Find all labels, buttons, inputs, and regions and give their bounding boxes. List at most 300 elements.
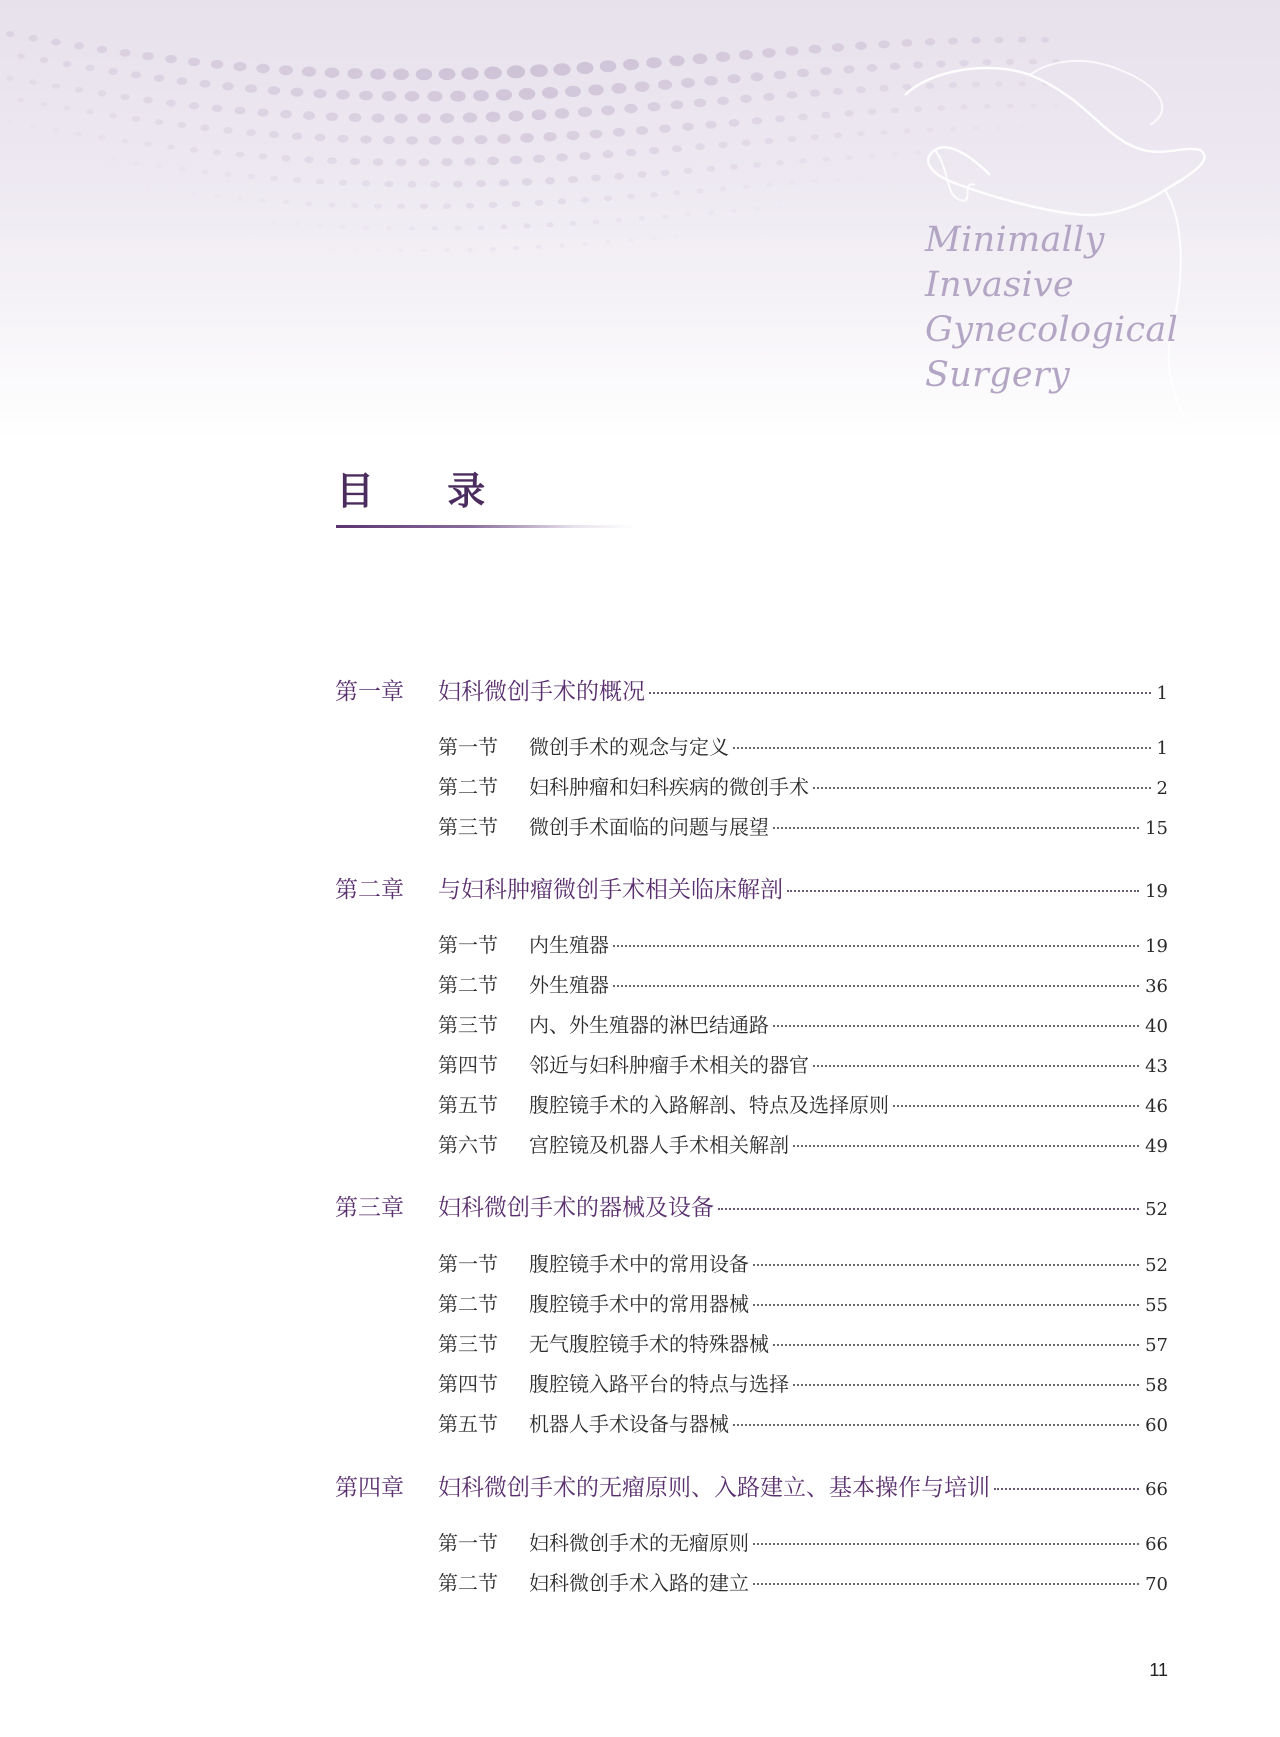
pattern-dot (834, 133, 842, 139)
series-title-line: Minimally (925, 220, 1105, 260)
pattern-dot (477, 225, 484, 230)
pattern-dot (651, 237, 656, 241)
pattern-dot (302, 66, 316, 76)
pattern-dot (86, 109, 93, 114)
pattern-dot (484, 67, 502, 80)
section-title: 内生殖器 (529, 933, 609, 957)
pattern-dot (820, 67, 831, 75)
pattern-dot (662, 214, 668, 219)
pattern-dot (212, 105, 222, 112)
pattern-dot (350, 158, 360, 165)
pattern-dot (121, 94, 130, 100)
pattern-dot (338, 135, 349, 143)
pattern-dot (553, 63, 570, 75)
pattern-dot (623, 59, 639, 70)
chapter-title: 妇科微创手术的器械及设备 (438, 1195, 714, 1221)
pattern-dot (307, 246, 312, 249)
pattern-dot (614, 173, 623, 180)
pattern-dot (248, 219, 253, 223)
pattern-dot (569, 221, 576, 226)
pattern-dot (786, 46, 799, 55)
pattern-dot (121, 138, 128, 143)
pattern-dot (603, 150, 614, 158)
pattern-dot (394, 114, 407, 124)
pattern-dot (763, 93, 774, 101)
pattern-dot (304, 156, 313, 163)
section-title: 无气腹腔镜手术的特殊器械 (529, 1332, 769, 1356)
pattern-dot (777, 205, 782, 209)
pattern-dot (315, 134, 326, 142)
pattern-dot (143, 97, 152, 104)
pattern-dot (507, 65, 525, 78)
toc-page-number: 40 (1145, 1016, 1168, 1037)
pattern-dot (145, 186, 151, 190)
pattern-dot (881, 174, 887, 178)
pattern-dot (950, 127, 957, 132)
pattern-dot (416, 68, 432, 80)
pattern-dot (588, 84, 603, 95)
pattern-dot (843, 65, 854, 73)
section-title: 邻近与妇科肿瘤手术相关的器官 (529, 1053, 809, 1077)
dot-leader (813, 1065, 1139, 1067)
pattern-dot (741, 140, 750, 147)
pattern-dot (461, 67, 478, 79)
pattern-dot (520, 133, 534, 143)
pattern-dot (659, 125, 671, 133)
pattern-dot (245, 84, 257, 92)
section-title: 微创手术面临的问题与展望 (529, 815, 769, 839)
dot-leader (773, 1344, 1139, 1346)
pattern-dot (362, 180, 371, 186)
toc-section-row[interactable] (335, 1368, 1168, 1397)
pattern-dot (716, 52, 730, 62)
pattern-dot (858, 176, 864, 180)
pattern-dot (213, 149, 221, 155)
pattern-dot (475, 135, 488, 144)
pattern-dot (844, 110, 853, 116)
toc-page-number: 52 (1145, 1199, 1168, 1220)
pattern-dot (579, 152, 590, 160)
pattern-dot (168, 189, 174, 193)
pattern-dot (983, 59, 992, 65)
pattern-dot (373, 158, 383, 165)
pattern-dot (28, 35, 37, 41)
pattern-dot (326, 112, 338, 121)
pattern-dot (500, 224, 507, 229)
pattern-dot (317, 224, 323, 228)
pattern-dot (291, 88, 304, 97)
toc-page-number: 46 (1145, 1096, 1168, 1117)
pattern-dot (636, 126, 648, 135)
pattern-dot (948, 37, 958, 44)
pattern-dot (165, 55, 177, 63)
pattern-dot (1018, 37, 1027, 43)
pattern-dot (624, 104, 637, 114)
pattern-dot (938, 150, 944, 154)
pattern-dot (6, 31, 15, 37)
pattern-dot (246, 129, 256, 136)
pattern-dot (363, 225, 369, 229)
pattern-dot (994, 37, 1003, 43)
section-number: 第四节 (438, 1372, 498, 1396)
toc-section-row[interactable] (335, 1328, 1168, 1357)
pattern-dot (487, 157, 499, 165)
pattern-dot (386, 226, 392, 231)
section-number: 第三节 (438, 1013, 498, 1037)
section-title: 妇科微创手术的无瘤原则 (529, 1531, 749, 1555)
pattern-dot (556, 153, 567, 161)
pattern-dot (995, 81, 1003, 86)
pattern-dot (199, 80, 210, 88)
toc-chapter-row[interactable] (335, 673, 1168, 706)
series-title-line: Gynecological (925, 310, 1179, 350)
dot-leader (813, 787, 1151, 789)
series-title (925, 218, 1225, 398)
pattern-dot (496, 89, 512, 101)
chapter-number: 第三章 (335, 1195, 404, 1221)
pattern-dot (429, 136, 441, 145)
pattern-dot (545, 177, 555, 184)
toc-section-row[interactable] (335, 811, 1168, 840)
pattern-dot (510, 156, 522, 165)
pattern-dot (29, 79, 37, 84)
pattern-dot (696, 188, 703, 193)
pattern-dot (658, 80, 672, 90)
toc-page-number: 1 (1156, 738, 1168, 759)
pattern-dot (85, 65, 94, 71)
pattern-dot (740, 95, 752, 103)
pattern-dot (568, 176, 578, 183)
pattern-dot (661, 169, 670, 175)
pattern-dot (305, 201, 312, 206)
pattern-dot (639, 216, 646, 221)
pattern-dot (809, 45, 822, 54)
toc-section-row[interactable] (335, 929, 1168, 958)
section-number: 第二节 (438, 775, 498, 799)
pattern-dot (464, 158, 475, 166)
toc-section-row[interactable] (335, 969, 1168, 998)
pattern-dot (144, 141, 151, 146)
pattern-dot (1041, 37, 1049, 43)
pattern-dot (293, 177, 301, 183)
pattern-dot (890, 63, 900, 70)
pattern-dot (719, 186, 726, 191)
pattern-dot (533, 155, 545, 163)
toc-chapter-row[interactable] (335, 1189, 1168, 1222)
toc-section-row[interactable] (335, 1089, 1168, 1118)
pattern-dot (672, 145, 682, 152)
pattern-dot (915, 151, 921, 155)
dot-leader (753, 1264, 1139, 1266)
pattern-dot (463, 112, 477, 122)
pattern-dot (675, 235, 680, 238)
pattern-dot (441, 158, 452, 166)
pattern-dot (18, 98, 24, 103)
pattern-dot (972, 82, 980, 88)
section-title: 腹腔镜手术中的常用器械 (529, 1292, 749, 1316)
pattern-dot (383, 136, 395, 144)
pattern-dot (590, 129, 603, 138)
pattern-dot (869, 153, 876, 158)
pattern-dot (753, 162, 761, 168)
dot-leader (649, 692, 1151, 694)
pattern-dot (281, 155, 290, 162)
pattern-dot (154, 74, 164, 81)
section-number: 第一节 (438, 933, 498, 957)
pattern-dot (427, 91, 442, 102)
section-title: 腹腔镜手术中的常用设备 (529, 1252, 749, 1276)
page-title: 目 录 (336, 469, 516, 513)
pattern-dot (419, 158, 430, 166)
pattern-dot (52, 83, 60, 89)
pattern-dot (406, 136, 418, 145)
toc-section-row[interactable] (335, 1288, 1168, 1317)
pattern-dot (577, 62, 594, 74)
pattern-dot (949, 82, 957, 88)
pattern-dot (336, 90, 349, 100)
pattern-dot (973, 126, 979, 130)
pattern-dot (260, 198, 267, 203)
pattern-dot (178, 122, 187, 128)
pattern-dot (971, 37, 980, 44)
pattern-dot (74, 42, 84, 49)
pattern-dot (832, 43, 844, 52)
pattern-dot (1053, 104, 1059, 108)
pattern-dot (567, 131, 580, 140)
pattern-dot (476, 180, 486, 187)
dot-leader (773, 1025, 1139, 1027)
pattern-dot (868, 109, 877, 115)
pattern-dot (1018, 81, 1025, 86)
pattern-dot (444, 248, 449, 252)
pattern-dot (685, 213, 691, 217)
toc-section-row[interactable] (335, 1408, 1168, 1437)
pattern-dot (200, 125, 209, 131)
pattern-dot (330, 247, 335, 250)
pattern-dot (613, 128, 625, 137)
pattern-dot (682, 123, 693, 131)
chapter-number: 第二章 (335, 877, 404, 903)
pattern-dot (63, 61, 72, 67)
pattern-dot (730, 164, 738, 170)
section-number: 第五节 (438, 1093, 498, 1117)
pattern-dot (432, 226, 439, 231)
pattern-dot (996, 126, 1002, 130)
pattern-dot (751, 72, 764, 81)
toc-chapter-row[interactable] (335, 871, 1168, 904)
toc-page-number: 52 (1145, 1255, 1168, 1276)
toc-section-row[interactable] (335, 1129, 1168, 1158)
pattern-dot (914, 106, 922, 112)
pattern-dot (283, 200, 290, 205)
pattern-dot (765, 138, 774, 144)
pattern-dot (1030, 103, 1036, 108)
pattern-dot (339, 180, 347, 186)
pattern-dot (347, 68, 362, 79)
pattern-dot (417, 113, 431, 123)
pattern-dot (776, 160, 784, 166)
pattern-dot (698, 233, 703, 236)
pattern-dot (739, 50, 753, 60)
pattern-dot (937, 105, 945, 111)
section-title: 妇科微创手术入路的建立 (529, 1571, 749, 1595)
pattern-dot (340, 225, 346, 229)
pattern-dot (41, 102, 48, 107)
pattern-dot (846, 155, 853, 160)
pattern-dot (693, 54, 708, 65)
pattern-dot (237, 196, 243, 201)
pattern-dot (177, 77, 188, 85)
pattern-dot (224, 172, 231, 177)
header-decoration (0, 0, 1280, 440)
section-title: 内、外生殖器的淋巴结通路 (529, 1013, 769, 1037)
pattern-dot (581, 197, 589, 203)
pattern-dot (926, 83, 935, 89)
section-number: 第四节 (438, 1053, 498, 1077)
pattern-dot (409, 226, 416, 231)
section-number: 第五节 (438, 1412, 498, 1436)
pattern-dot (63, 106, 70, 111)
pattern-dot (328, 202, 335, 207)
dot-leader (753, 1304, 1139, 1306)
pattern-dot (257, 109, 268, 117)
section-number: 第三节 (438, 1332, 498, 1356)
pattern-dot (259, 153, 268, 159)
pattern-dot (635, 81, 650, 91)
pattern-dot (708, 211, 714, 215)
toc-page-number: 2 (1156, 778, 1168, 799)
toc-section-row[interactable] (335, 1567, 1168, 1596)
pattern-dot (156, 164, 162, 169)
dot-leader (787, 890, 1139, 892)
pattern-dot (385, 181, 394, 187)
pattern-dot (565, 86, 581, 97)
pattern-dot (191, 192, 197, 196)
pattern-dot (132, 116, 140, 122)
pattern-dot (543, 132, 556, 141)
pattern-dot (671, 100, 684, 109)
pattern-dot (542, 87, 558, 99)
pattern-dot (327, 157, 337, 164)
section-number: 第一节 (438, 735, 498, 759)
pattern-dot (766, 183, 773, 188)
pattern-dot (1042, 126, 1047, 130)
pattern-dot (811, 134, 819, 140)
pattern-dot (530, 64, 548, 77)
pattern-dot (637, 171, 646, 178)
section-title: 妇科肿瘤和妇科疾病的微创手术 (529, 775, 809, 799)
toc-section-row[interactable] (335, 771, 1168, 800)
pattern-dot (360, 135, 371, 143)
pattern-dot (396, 159, 407, 167)
pattern-dot (960, 104, 967, 109)
pattern-dot (370, 69, 386, 80)
pattern-dot (382, 91, 396, 101)
pattern-dot (532, 110, 547, 121)
dot-leader (793, 1384, 1139, 1386)
toc-section-row[interactable] (335, 1248, 1168, 1277)
toc-section-row[interactable] (335, 1049, 1168, 1078)
toc-page-number: 43 (1145, 1056, 1168, 1077)
pattern-dot (17, 53, 25, 59)
pattern-dot (75, 87, 83, 93)
pattern-dot (593, 219, 600, 224)
pattern-dot (523, 223, 530, 228)
pattern-dot (486, 112, 501, 123)
pattern-dot (704, 76, 717, 86)
pattern-dot (535, 200, 544, 206)
pattern-dot (707, 166, 715, 172)
page-number: 11 (1149, 1660, 1168, 1680)
pattern-dot (420, 203, 428, 209)
dot-leader (753, 1583, 1139, 1585)
toc-page-number: 60 (1145, 1415, 1168, 1436)
pattern-dot (142, 52, 153, 60)
pattern-dot (280, 110, 292, 118)
pattern-dot (40, 57, 48, 63)
pattern-dot (453, 181, 463, 188)
dot-leader (718, 1208, 1139, 1210)
pattern-dot (984, 148, 989, 152)
section-number: 第二节 (438, 1571, 498, 1595)
pattern-dot (754, 207, 760, 211)
toc-chapter-row[interactable] (335, 1469, 1168, 1502)
pattern-dot (891, 107, 899, 113)
dot-leader (773, 827, 1139, 829)
pattern-dot (294, 222, 300, 226)
pattern-dot (727, 74, 740, 83)
toc-section-row[interactable] (335, 1009, 1168, 1038)
section-number: 第二节 (438, 973, 498, 997)
pattern-dot (799, 158, 806, 163)
pattern-dot (681, 78, 695, 88)
pattern-dot (536, 245, 542, 249)
pattern-dot (684, 168, 693, 174)
pattern-dot (222, 82, 233, 90)
section-number: 第二节 (438, 1292, 498, 1316)
section-title: 腹腔镜手术的入路解剖、特点及选择原则 (529, 1093, 889, 1117)
pattern-dot (166, 100, 176, 107)
series-title-line: Invasive (925, 265, 1075, 305)
toc-section-row[interactable] (335, 731, 1168, 760)
pattern-dot (234, 62, 247, 71)
pattern-dot (188, 58, 200, 67)
section-number: 第一节 (438, 1252, 498, 1276)
toc-page-number: 58 (1145, 1375, 1168, 1396)
pattern-dot (30, 124, 36, 128)
pattern-dot (235, 107, 246, 115)
series-title-line: Surgery (925, 355, 1070, 395)
pattern-dot (812, 179, 818, 183)
pattern-dot (167, 144, 175, 150)
pattern-dot (466, 203, 475, 209)
pattern-dot (775, 115, 785, 122)
pattern-dot (440, 113, 454, 123)
pattern-dot (189, 102, 199, 109)
pattern-dot (694, 98, 706, 107)
pattern-dot (718, 141, 727, 148)
pattern-dot (489, 202, 498, 208)
section-number: 第六节 (438, 1133, 498, 1157)
pattern-dot (867, 64, 878, 72)
pattern-dot (559, 243, 565, 247)
toc-section-row[interactable] (335, 1527, 1168, 1556)
pattern-dot (835, 177, 841, 181)
pattern-dot (6, 75, 13, 80)
pattern-dot (616, 218, 623, 223)
pattern-dot (393, 69, 409, 80)
section-title: 微创手术的观念与定义 (529, 735, 729, 759)
